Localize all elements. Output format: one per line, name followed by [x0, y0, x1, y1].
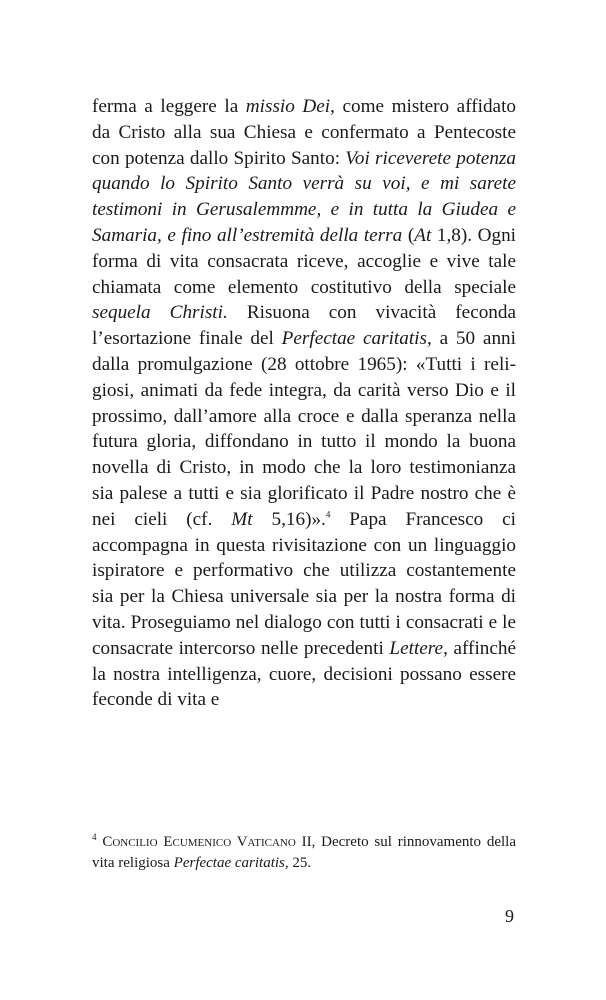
- footnote-number: 4: [92, 832, 97, 842]
- page-body: [92, 94, 516, 713]
- italic-run: At: [414, 224, 432, 246]
- scripture-quote: Voi riceverete potenza quando lo Spirito Santo verrà su voi, e mi sarete testimoni in Gerusalemmme, e in tutta la Giudea e Samaria, e fino all’estremità della terra: [92, 147, 516, 246]
- italic-run: missio Dei: [245, 96, 331, 117]
- text-run: Risuona con vivacità feconda l’esortazione finale del: [92, 302, 517, 350]
- italic-run: Mt: [231, 508, 253, 530]
- text-run: (: [402, 224, 415, 246]
- text-run: 5,16)».: [252, 508, 326, 530]
- footnote-italic: Perfectae caritatis: [173, 855, 285, 871]
- page-number: 9: [505, 906, 514, 926]
- text-run: 1,8). Ogni forma di vita consacrata riceve, accoglie e vive tale chiamata come elemento costitutivo della speciale: [92, 224, 517, 298]
- footnote: [92, 832, 516, 874]
- footnote-text: , 25.: [284, 855, 312, 871]
- text-run: , affinché la nostra intelligenza, cuore, decisioni possano essere feconde di vita e: [92, 637, 516, 711]
- text-run: , a 50 anni dalla promulgazione (28 ottobre 1965): «Tutti i religiosi, animati da fede integra, da carità verso Dio e il prossimo, dall’amore alla croce e dalla speranza nella futura gloria, diffondano in tutto il mondo la buona novella di Cristo, in modo che la loro testimonianza sia palese a tutti e sia glorificato il Padre nostro che è nei cieli (cf.: [92, 328, 516, 530]
- italic-run: Lettere: [389, 637, 444, 659]
- text-run: , come mistero affidato da Cristo alla sua Chiesa e confermato a Pentecoste con potenza dallo Spirito Santo:: [92, 96, 517, 169]
- text-run: ferma a leggere la: [92, 96, 246, 117]
- main-paragraph: [92, 94, 516, 713]
- text-run: Papa Francesco ci accompagna in questa rivisitazione con un linguaggio ispiratore e performativo che utilizza costantemente sia per la Chiesa universale sia per la nostra forma di vita. Proseguiamo nel dialogo con tutti i consacrati e le consacrate intercorso nelle precedenti: [92, 508, 516, 659]
- italic-run: sequela Christi.: [92, 302, 228, 324]
- footnote-text: , Decreto sul rinnovamento della vita religiosa: [92, 834, 517, 871]
- footnote-source: Concilio Ecumenico Vaticano II: [102, 834, 312, 850]
- italic-run: Perfectae caritatis: [281, 328, 427, 350]
- footnote-ref[interactable]: 4: [325, 509, 331, 520]
